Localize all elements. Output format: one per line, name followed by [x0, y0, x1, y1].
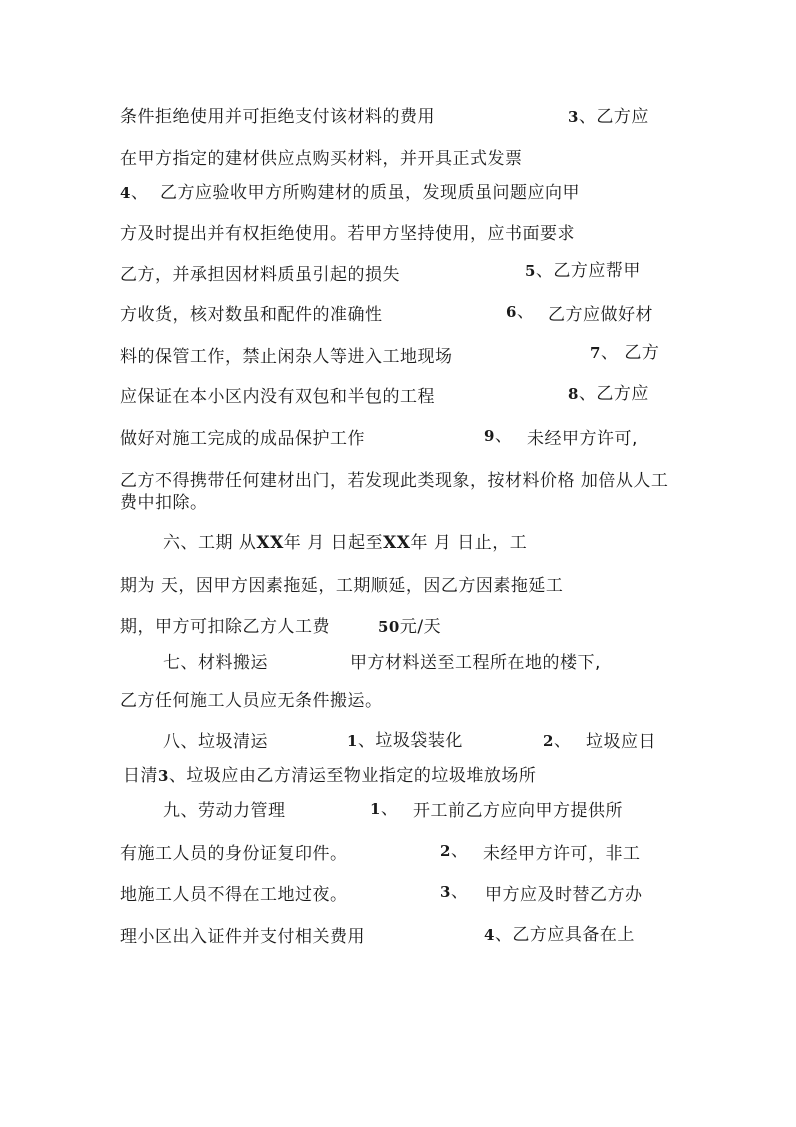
line-text: 七、材料搬运	[163, 653, 268, 673]
line-text: 、乙方应帮甲	[535, 261, 641, 281]
line-text: 费中扣除。	[120, 493, 208, 513]
text-line	[120, 575, 563, 597]
text-line	[120, 470, 668, 492]
line-text: 料的保管工作，禁止闲杂人等进入工地现场	[120, 347, 453, 367]
line-text: 垃圾应日	[586, 732, 656, 752]
line-text: 、	[450, 841, 469, 861]
line-text: 六、工期 从	[163, 533, 257, 553]
item-number: 9	[484, 427, 495, 445]
text-line	[440, 881, 468, 903]
line-text: 、	[130, 183, 149, 203]
text-line	[120, 926, 365, 948]
amount-number: 50	[378, 618, 400, 636]
line-text: 八、垃圾清运	[163, 732, 268, 752]
line-text: 乙方不得携带任何建材出门，若发现此类现象，按材料价格 加倍从人工	[120, 471, 669, 491]
item-number: 2	[440, 842, 451, 860]
text-line	[120, 346, 453, 368]
line-text: 、垃圾应由乙方清运至物业指定的垃圾堆放场所	[168, 766, 537, 786]
text-line	[120, 264, 400, 286]
line-text: 应保证在本小区内没有双包和半包的工程	[120, 387, 435, 407]
text-line	[123, 765, 536, 787]
text-line	[163, 731, 268, 753]
line-text: 甲方材料送至工程所在地的楼下,	[350, 653, 601, 673]
placeholder-year: XX	[256, 533, 284, 553]
text-line	[590, 342, 659, 364]
text-line	[378, 616, 441, 638]
placeholder-year: XX	[383, 533, 411, 553]
text-line	[120, 304, 383, 326]
line-text: 、乙方应	[578, 107, 649, 127]
line-text: 在甲方指定的建材供应点购买材料，并开具正式发票	[120, 149, 523, 169]
line-text: 、 乙方	[600, 343, 660, 363]
text-line	[586, 731, 656, 753]
text-line	[120, 223, 575, 245]
line-text: 、	[516, 302, 535, 322]
line-text: 期，甲方可扣除乙方人工费	[120, 617, 330, 637]
line-text: 做好对施工完成的成品保护工作	[120, 429, 365, 449]
text-line	[527, 428, 638, 450]
line-text: 乙方，并承担因材料质虽引起的损失	[120, 265, 400, 285]
text-line	[568, 383, 649, 405]
text-line	[120, 148, 523, 170]
item-number: 7	[590, 344, 601, 362]
text-line	[506, 301, 534, 323]
item-number: 6	[506, 303, 517, 321]
text-line	[525, 260, 641, 282]
text-line	[120, 492, 208, 514]
line-text: 乙方应验收甲方所购建材的质虽，发现质虽问题应向甲	[160, 183, 580, 203]
line-text: 条件拒绝使用并可拒绝支付该材料的费用	[120, 107, 435, 127]
text-line	[484, 924, 635, 946]
line-text: 地施工人员不得在工地过夜。	[120, 885, 348, 905]
item-number: 4	[120, 184, 131, 202]
item-number: 5	[525, 262, 536, 280]
line-text: 理小区出入证件并支付相关费用	[120, 927, 365, 947]
item-number: 8	[568, 385, 579, 403]
text-line	[160, 182, 580, 204]
line-text: 乙方应做好材	[548, 305, 653, 325]
line-text: 年 月 日止，工	[410, 533, 528, 553]
text-line	[568, 106, 649, 128]
line-text: 、乙方应具备在上	[494, 925, 635, 945]
text-line	[543, 730, 571, 752]
text-line	[163, 652, 268, 674]
text-line	[440, 840, 468, 862]
line-text: 未经甲方许可,	[527, 429, 638, 449]
text-line	[120, 690, 383, 712]
line-text: 、垃圾袋装化	[357, 731, 463, 751]
text-line	[548, 304, 653, 326]
text-line	[163, 532, 527, 554]
text-line	[120, 616, 330, 638]
text-line	[163, 800, 286, 822]
line-text: 、	[494, 426, 513, 446]
item-number: 1	[370, 800, 381, 818]
text-line	[370, 798, 398, 820]
line-text: 未经甲方许可，非工	[483, 844, 641, 864]
line-text: 、乙方应	[578, 384, 649, 404]
line-text: 乙方任何施工人员应无条件搬运。	[120, 691, 383, 711]
line-text: 方及时提出并有权拒绝使用。若甲方坚持使用，应书面要求	[120, 224, 575, 244]
line-text: 元/天	[399, 617, 442, 637]
item-number: 1	[347, 732, 358, 750]
item-number: 4	[484, 926, 495, 944]
text-line	[120, 182, 148, 204]
line-text: 九、劳动力管理	[163, 801, 286, 821]
text-line	[413, 800, 623, 822]
line-text: 甲方应及时替乙方办	[485, 885, 643, 905]
text-line	[120, 884, 348, 906]
line-text: 、	[380, 799, 399, 819]
text-line	[350, 652, 601, 674]
text-line	[347, 730, 463, 752]
line-text: 、	[553, 731, 572, 751]
text-line	[120, 843, 348, 865]
item-number: 3	[568, 108, 579, 126]
text-line	[485, 884, 643, 906]
text-line	[483, 843, 641, 865]
line-text: 、	[450, 882, 469, 902]
line-text: 年 月 日起至	[283, 533, 384, 553]
line-text: 期为 天，因甲方因素拖延，工期顺延，因乙方因素拖延工	[120, 576, 564, 596]
line-text: 开工前乙方应向甲方提供所	[413, 801, 623, 821]
text-line	[120, 106, 435, 128]
text-line	[484, 425, 512, 447]
text-line	[120, 428, 365, 450]
text-line	[120, 386, 435, 408]
line-text: 日清	[123, 766, 158, 786]
line-text: 有施工人员的身份证复印件。	[120, 844, 348, 864]
line-text: 方收货，核对数虽和配件的准确性	[120, 305, 383, 325]
item-number: 3	[440, 883, 451, 901]
item-number: 2	[543, 732, 554, 750]
item-number: 3	[158, 767, 169, 785]
